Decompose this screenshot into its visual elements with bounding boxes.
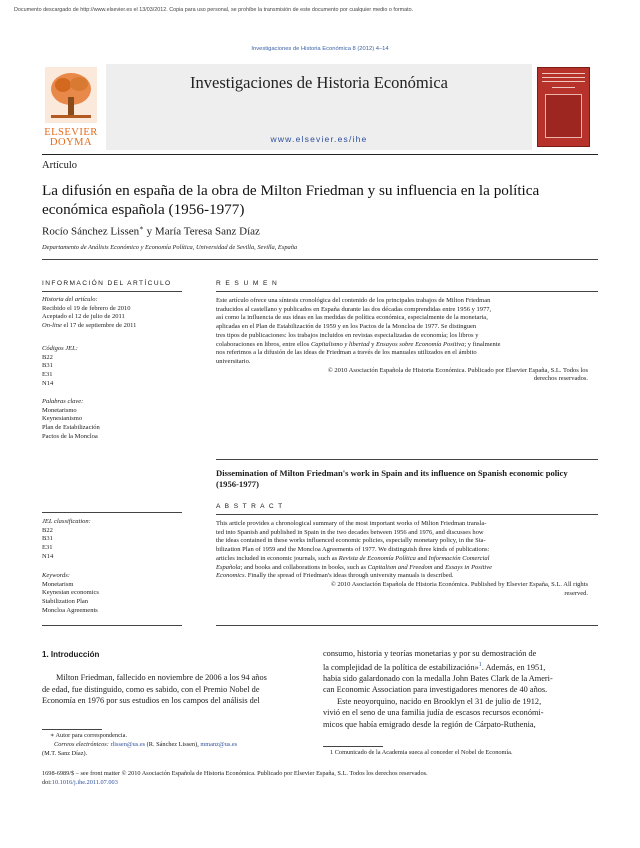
jel-code: B31	[42, 535, 53, 543]
corresponding-footnote	[50, 732, 310, 749]
publisher-name-line2: DOYMA	[49, 137, 93, 148]
jel-codes-en	[42, 518, 182, 562]
body-line: can Economic Association para investigadores menores de 40 años.	[323, 685, 548, 695]
abstract-line: Española; and books and collaborations in books, such as Capitalism and Freedom and Essays in Positive	[216, 563, 493, 571]
abstract-line: ted into Spanish and published in Spain in the two decades between 1956 and 1976, and discusses how	[216, 528, 484, 536]
keywords-label: Palabras clave:	[42, 398, 84, 405]
resumen-heading: R E S U M E N	[216, 280, 279, 287]
email-owner: (M.T. Sanz Díaz).	[42, 750, 88, 757]
resumen-body	[216, 297, 588, 384]
footnote-ref[interactable]: 1	[478, 661, 482, 668]
keyword: Keynesianismo	[42, 415, 83, 423]
body-line: Milton Friedman, fallecido en noviembre de 2006 a los 94 años	[56, 673, 267, 682]
info-rule	[42, 291, 182, 292]
elsevier-tree-icon	[45, 67, 97, 123]
article-title: La difusión en españa de la obra de Milton Friedman y su influencia en la política económica española (1956-1977)	[42, 182, 540, 218]
abstract-end-rule	[216, 625, 598, 626]
keyword: Pactos de la Moncloa	[42, 432, 98, 440]
jel-codes	[42, 345, 182, 389]
abstract-line: bilization Plan of 1959 and the Moncloa Agreements of 1977. We distinguish three kinds of publications:	[216, 546, 490, 554]
abstract-copyright: © 2010 Asociación Española de Historia Económica. Published by Elsevier España, S.L. All rights	[330, 580, 588, 588]
jel-code: N14	[42, 379, 54, 387]
keyword: Monetarismo	[42, 406, 77, 414]
jel-label: Códigos JEL:	[42, 345, 78, 352]
abstract-body	[216, 520, 588, 598]
resumen-rule	[216, 291, 598, 292]
info-en-rule	[42, 512, 182, 513]
body-line: micos que había emigrado desde la región de Cárpato-Ruthenia,	[323, 719, 536, 729]
email-link-1[interactable]: rlissen@us.es	[110, 740, 146, 748]
abstract-line: the ideas contained in these works influenced economic policies, especially monetary policy, in the Sta-	[216, 537, 486, 545]
jel-code: E31	[42, 544, 53, 552]
masthead	[42, 64, 598, 152]
article-info-heading: INFORMACIÓN DEL ARTÍCULO	[42, 280, 172, 287]
history-received: Recibido el 19 de febrero de 2010	[42, 304, 131, 312]
section-heading-introduction: 1. Introducción	[42, 650, 100, 659]
keywords-es	[42, 398, 182, 442]
keyword: Moncloa Agreements	[42, 606, 98, 614]
abstract-line: This article provides a chronological summary of the most important works of Milton Friedman transla-	[216, 520, 487, 527]
history-label: Historia del artículo:	[42, 296, 98, 303]
abstract-heading: A B S T R A C T	[216, 503, 284, 510]
resumen-copyright-2: derechos reservados.	[533, 375, 588, 383]
download-notice: Documento descargado de http://www.elsevier.es el 13/03/2012. Copia para uso personal, se prohíbe la transmisión de este documento por cualquier medio o formato.	[14, 7, 414, 13]
author-list	[42, 224, 260, 238]
abstract-line: articles included in economic journals, such as Revista de Economía Política and Información Comercial	[216, 554, 490, 562]
jel-en-label: JEL classification:	[42, 518, 91, 525]
jel-code: B31	[42, 362, 53, 370]
keyword: Monetarism	[42, 580, 74, 588]
journal-reference[interactable]: Investigaciones de Historia Económica 8 (2012) 4–14	[251, 46, 389, 52]
abstract-line: Economics. Finally the spread of Friedman's ideas through university manuals is described.	[216, 572, 454, 580]
article-history	[42, 296, 182, 331]
body-line: de edad, fue distinguido, como es sabido, con el Premio Nobel de	[42, 684, 260, 694]
jel-code: B22	[42, 353, 53, 361]
body-line: Este neoyorquino, nacido en Brooklyn el 31 de julio de 1912,	[337, 696, 542, 706]
body-line: Economía en 1976 por sus estudios en los campos del análisis del	[42, 696, 260, 705]
resumen-line: tres tipos de publicaciones: los trabajos incluidos en revistas especializadas de economía; los libros y	[216, 331, 479, 339]
intro-left-column	[42, 672, 317, 707]
body-line: habia sido galardonado con la medalla John Bates Clark de la Ameri-	[323, 673, 553, 683]
resumen-copyright: © 2010 Asociación Española de Historia Económica. Publicado por Elsevier España, S.L. Todos los	[327, 366, 588, 374]
email-link-2[interactable]: mmanz@us.es	[200, 740, 238, 748]
author-2: y María Teresa Sanz Díaz	[143, 225, 260, 238]
resumen-line: colaboraciones en libros, entre ellos Capitalismo y libertad y Ensayos sobre Economía Positiva; y finalmente	[216, 340, 501, 348]
body-line: consumo, historia y teorías monetarias y por su demostración de	[323, 649, 537, 658]
info-end-rule	[42, 625, 182, 626]
jel-code: B22	[42, 526, 53, 534]
resumen-line: nos referimos a la difusión de las ideas de Friedman a través de los manuales utilizados en el ámbito	[216, 349, 477, 357]
article-type-label: Artículo	[42, 160, 77, 171]
affiliation-rule	[42, 259, 598, 260]
journal-banner	[106, 64, 532, 150]
author-1: Rocío Sánchez Lissen	[42, 225, 140, 238]
footnote-rule-left	[42, 729, 102, 730]
resumen-line: así como la influencia de sus ideas en las medidas de política económica, especialmente de la monetaria,	[216, 314, 488, 322]
elsevier-logo	[42, 67, 100, 149]
keyword: Plan de Estabilización	[42, 424, 100, 432]
issn-copyright-line: 1698-6989/$ – see front matter © 2010 Asociación Española de Historia Económica. Publicado por Elsevier España, S.L. Todos los derechos reservados.	[42, 770, 428, 777]
body-line: la complejidad de la política de estabilización»$^1$. Además, en 1951,	[323, 661, 546, 672]
body-line: vivió en el seno de una familia judía de escasos recursos económi-	[323, 708, 544, 718]
footnote-1: 1 Comunicado de la Academia sueca al conceder el Nobel de Economía.	[330, 749, 513, 756]
resumen-line: traducidos al castellano y publicados en España durante las dos décadas comprendidas entre 1956 y 1977,	[216, 305, 492, 313]
resumen-line: Este artículo ofrece una síntesis cronológica del contenido de los principales trabajos de Milton Friedman	[216, 297, 491, 304]
english-title: Dissemination of Milton Friedman's work in Spain and its influence on Spanish economic policy (1956-1977)	[216, 468, 568, 489]
resumen-line: universitario.	[216, 357, 251, 365]
keywords-en-label: Keywords:	[42, 572, 70, 579]
jel-code: E31	[42, 371, 53, 379]
corresponding-mark[interactable]: ∗	[139, 224, 144, 232]
history-online: On-line el 17 de septiembre de 2011	[42, 322, 137, 330]
footnote-rule-right	[323, 746, 383, 747]
keyword: Keynesian economics	[42, 589, 99, 597]
journal-url-link[interactable]: www.elsevier.es/ihe	[270, 134, 368, 144]
abstract-copyright-2: reserved.	[564, 589, 588, 597]
keyword: Stabilization Plan	[42, 598, 89, 606]
affiliation: Departamento de Análisis Económico y Economía Política, Universidad de Sevilla, Sevilla, España	[42, 244, 298, 251]
publisher-name-line1: ELSEVIER	[44, 127, 98, 138]
keywords-en	[42, 572, 182, 616]
journal-cover-image	[537, 67, 590, 147]
email-line: Correos electrónicos: rlissen@us.es (R. Sánchez Lissen), mmanz@us.es	[54, 740, 238, 748]
jel-code: N14	[42, 552, 54, 560]
star-footnote: ∗ Autor para correspondencia.	[50, 732, 128, 739]
header-rule	[42, 154, 598, 155]
doi-line: doi:10.1016/j.ihe.2011.07.003	[42, 779, 118, 786]
journal-title: Investigaciones de Historia Económica	[190, 73, 448, 92]
doi-link[interactable]: 10.1016/j.ihe.2011.07.003	[51, 779, 118, 786]
resumen-line: aplicadas en el Plan de Estabilización de 1959 y en los Pactos de la Moncloa de 1977. Se distinguen	[216, 323, 477, 331]
abstract-rule	[216, 514, 598, 515]
intro-right-column	[323, 648, 598, 730]
english-rule	[216, 459, 598, 460]
history-accepted: Aceptado el 12 de julio de 2011	[42, 313, 125, 321]
